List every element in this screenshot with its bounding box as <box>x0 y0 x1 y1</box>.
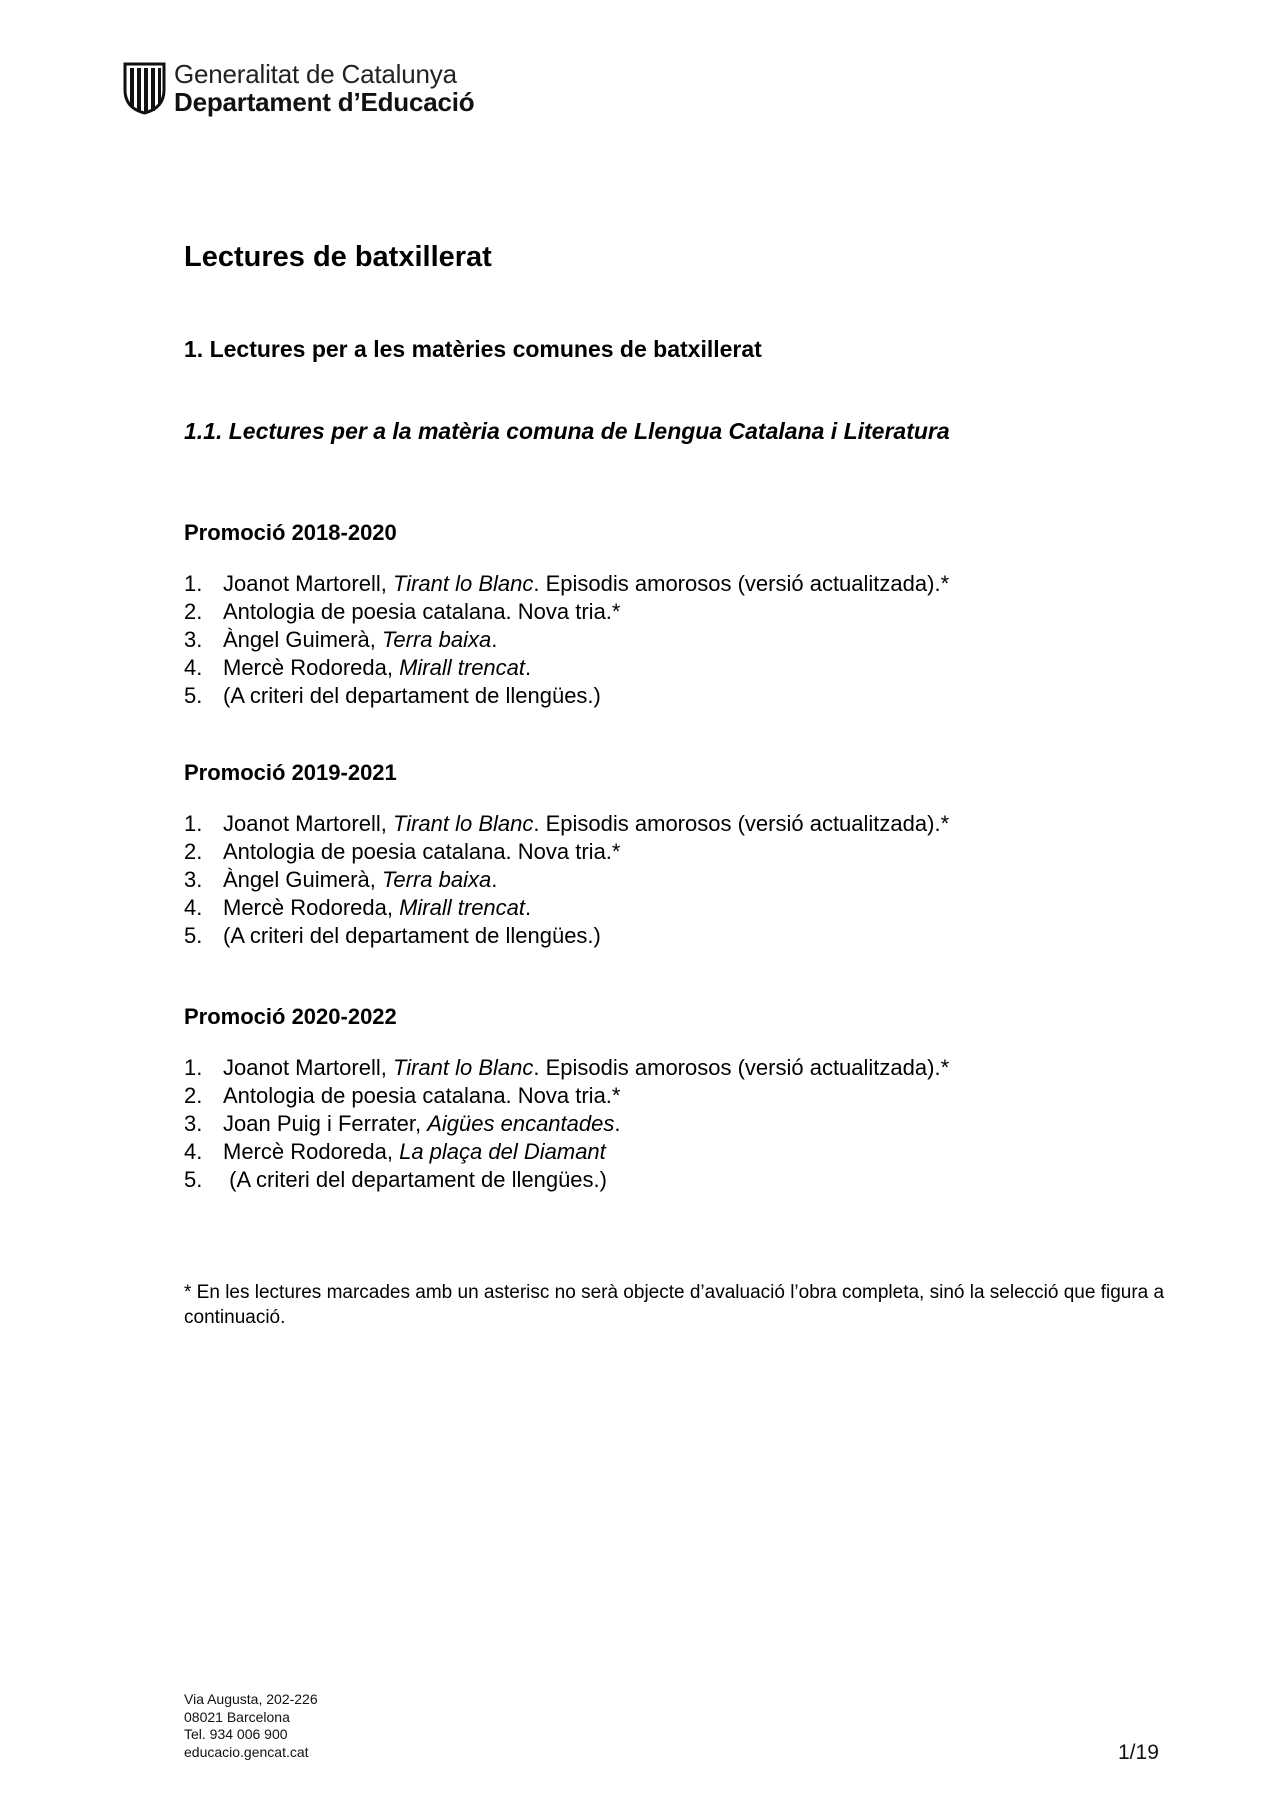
page-number: 1/19 <box>1118 1741 1159 1764</box>
document-title: Lectures de batxillerat <box>184 241 492 273</box>
promotion-block <box>184 760 949 950</box>
list-item: 1. Joanot Martorell, Tirant lo Blanc. Episodis amorosos (versió actualitzada).* <box>184 1055 950 1080</box>
address-street: Via Augusta, 202-226 <box>184 1691 318 1707</box>
list-item: 3. Joan Puig i Ferrater, Aigües encantades. <box>184 1111 621 1136</box>
promotion-heading: Promoció 2020-2022 <box>184 1004 397 1029</box>
list-item: 1. Joanot Martorell, Tirant lo Blanc. Episodis amorosos (versió actualitzada).* <box>184 571 950 596</box>
promotion-heading: Promoció 2018-2020 <box>184 520 397 545</box>
document-body <box>184 240 1174 1328</box>
list-item: 2. Antologia de poesia catalana. Nova tria.* <box>184 839 621 864</box>
promotion-block <box>184 520 949 710</box>
list-item: 5. (A criteri del departament de llengües.) <box>184 683 601 708</box>
department-name: Departament d’Educació <box>174 87 475 117</box>
reading-list <box>184 1054 949 1194</box>
list-item: 4. Mercè Rodoreda, La plaça del Diamant <box>184 1139 606 1164</box>
footer-address <box>184 1691 318 1761</box>
promotion-heading: Promoció 2019-2021 <box>184 760 397 785</box>
list-item: 2. Antologia de poesia catalana. Nova tria.* <box>184 1083 621 1108</box>
list-item: 1. Joanot Martorell, Tirant lo Blanc. Episodis amorosos (versió actualitzada).* <box>184 811 950 836</box>
generalitat-logo-icon <box>121 60 168 116</box>
promotion-block <box>184 1004 949 1194</box>
list-item: 2. Antologia de poesia catalana. Nova tria.* <box>184 599 621 624</box>
subsection-title: 1.1. Lectures per a la matèria comuna de Llengua Catalana i Literatura <box>184 418 950 444</box>
reading-list <box>184 570 949 710</box>
list-item: 3. Àngel Guimerà, Terra baixa. <box>184 627 498 652</box>
list-item: 4. Mercè Rodoreda, Mirall trencat. <box>184 895 532 920</box>
footnote: * En les lectures marcades amb un asterisc no serà objecte d’avaluació l’obra completa, sinó la selecció que figura a continuació. <box>184 1282 1165 1328</box>
list-item: 4. Mercè Rodoreda, Mirall trencat. <box>184 655 532 680</box>
section-title: 1. Lectures per a les matèries comunes de batxillerat <box>184 336 762 362</box>
header-logo <box>121 60 474 116</box>
list-item: 5. (A criteri del departament de llengües.) <box>184 923 601 948</box>
list-item: 3. Àngel Guimerà, Terra baixa. <box>184 867 498 892</box>
list-item: 5. (A criteri del departament de llengües.) <box>184 1167 607 1192</box>
website: educacio.gencat.cat <box>184 1743 309 1760</box>
phone-number: Tel. 934 006 900 <box>184 1726 288 1742</box>
reading-list <box>184 810 949 950</box>
address-city: 08021 Barcelona <box>184 1708 290 1725</box>
org-name: Generalitat de Catalunya <box>174 59 457 89</box>
